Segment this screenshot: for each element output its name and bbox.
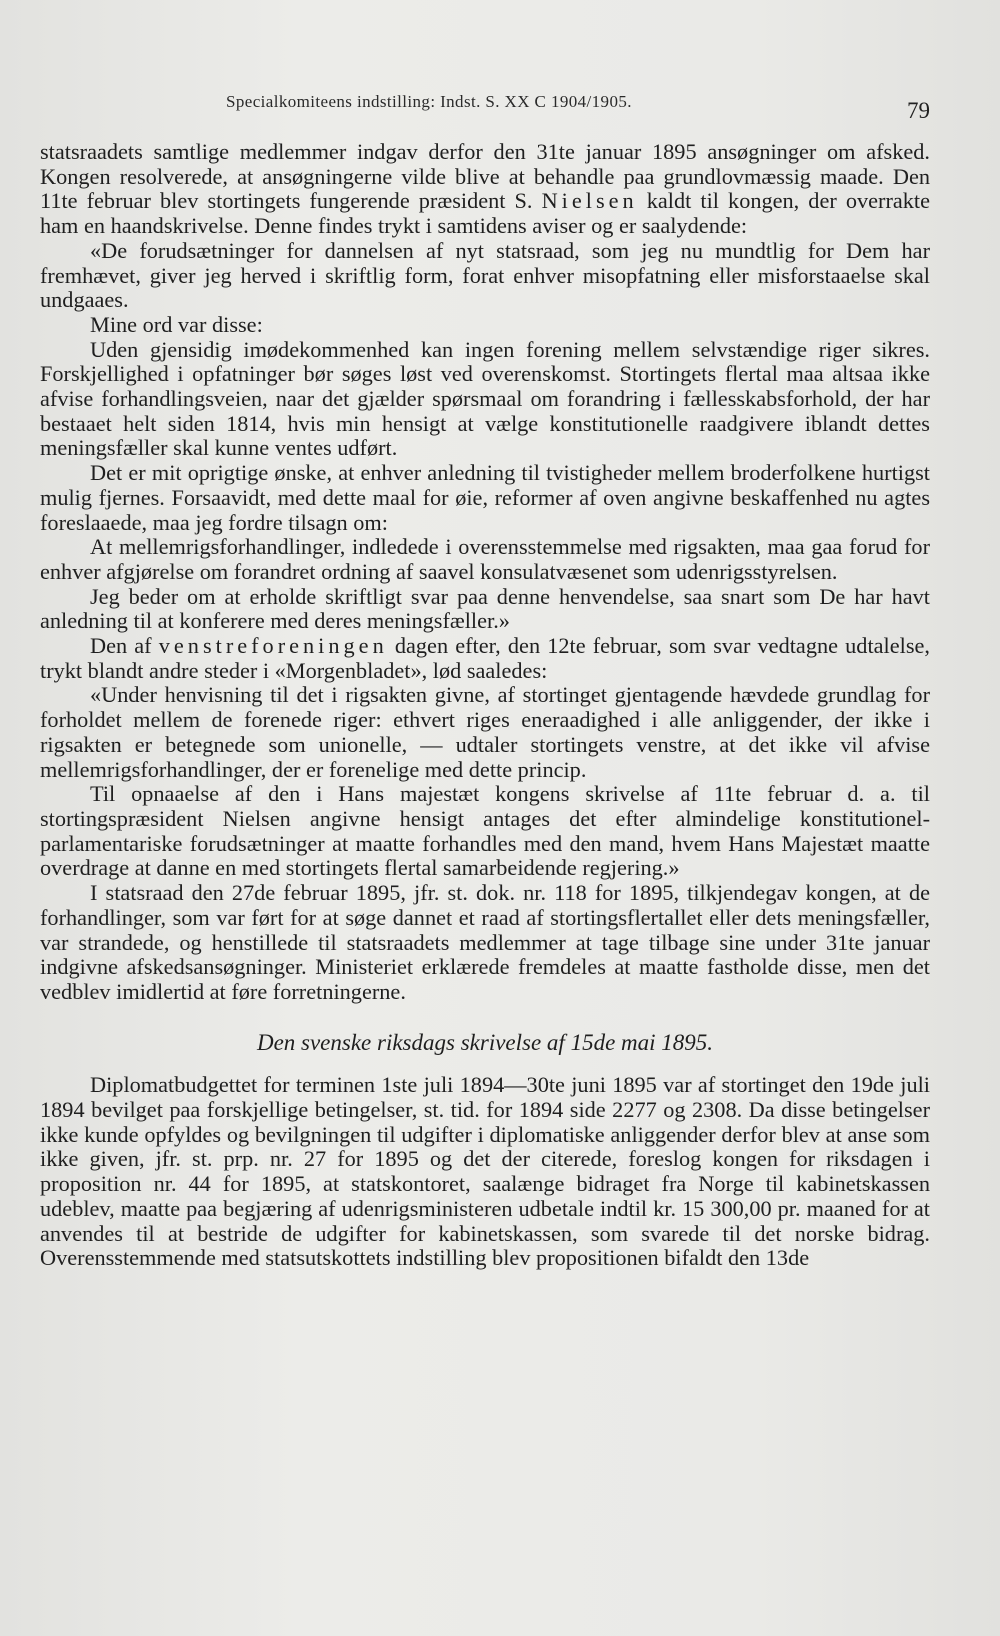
paragraph-4: Uden gjensidig imødekommenhed kan ingen forening mellem selvstændige riger sikres. Forskjellighed i opfatninger bør søges løst ved overenskomst. Stortingets flertal maa altsaa ikke afvise forhandlingsveien, naar det gjælder spørsmaal om forandring i fællesskabsforhold, der har bestaaet helt siden 1814, hvis min hensigt at vælge konstitutionelle raadgivere iblandt dettes meningsfæller skal kunne ventes udført. xyxy=(40,336,930,461)
paragraph-2: «De forudsætninger for dannelsen af nyt statsraad, som jeg nu mundtlig for Dem har fremhævet, giver jeg herved i skriftlig form, forat enhver misopfatning eller misforstaaelse skal undgaaes. xyxy=(40,237,930,313)
paragraph-3: Mine ord var disse: xyxy=(90,311,263,337)
body-text xyxy=(40,140,930,1510)
name-nielsen: Nielsen xyxy=(541,188,638,214)
paragraph-8: Den af venstreforeningen dagen efter, den 12te februar, som svar vedtagne udtalelse, trykt blandt andre steder i «Morgenbladet», lød saaledes: xyxy=(40,633,930,683)
paragraph-11: I statsraad den 27de februar 1895, jfr. st. dok. nr. 118 for 1895, tilkjendegav kongen, at de forhandlinger, som var ført for at søge dannet et raad af stortingsflertallet eller dets meningsfæller, var strandede, og henstillede til statsraadets medlemmer at tage tilbage sine under 31te januar indgivne afskedsansøgninger. Ministeriet erklærede fremdeles at maatte fastholde disse, men det vedblev imidlertid at føre forretningerne. xyxy=(40,880,930,1004)
paragraph-7: Jeg beder om at erholde skriftligt svar paa denne henvendelse, saa snart som De har havt anledning til at konferere med deres meningsfæller.» xyxy=(40,583,930,634)
paragraph-1: statsraadets samtlige medlemmer indgav derfor den 31te januar 1895 ansøgninger om afsked. Kongen resolverede, at ansøgningerne vilde blive at behandle paa grundlovmæssig maade. Den 11te februar blev stortingets fungerende præsident S. Nielsen kaldt til kongen, der overrakte ham en haandskrivelse. Denne findes trykt i samtidens aviser og er saalydende: xyxy=(40,140,930,239)
page-header xyxy=(226,92,930,128)
paragraph-9: «Under henvisning til det i rigsakten givne, af stortinget gjentagende hævdede grundlag for forholdet mellem de forenede riger: ethvert riges eneraadighed i alle anliggender, der ikke i rigsakten er betegnede som unionelle, — udtaler stortingets venstre, at det ikke vil afvise mellemrigsforhandlinger, der er forenelige med dette princip. xyxy=(40,682,930,782)
page-number: 79 xyxy=(907,98,930,123)
section-title: Den svenske riksdags skrivelse af 15de mai 1895. xyxy=(256,1029,714,1055)
running-head: Specialkomiteens indstilling: Indst. S. XX C 1904/1905. xyxy=(226,92,632,111)
paragraph-6: At mellemrigsforhandlinger, indledede i overensstemmelse med rigsakten, maa gaa forud for enhver afgjørelse om forandret ordning af saavel konsulatvæsenet som udenrigsstyrelsen. xyxy=(40,534,930,584)
paragraph-5: Det er mit oprigtige ønske, at enhver anledning til tvistigheder mellem broderfolkene hurtigst mulig fjernes. Forsaavidt, med dette maal for øie, reformer af oven angivne beskaffenhed nu agtes foreslaaede, maa jeg fordre tilsagn om: xyxy=(40,460,930,535)
paragraph-10: Til opnaaelse af den i Hans majestæt kongens skrivelse af 11te februar d. a. til stortingspræsident Nielsen angivne hensigt antages det efter almindelige konstitutionel-parlamentariske forudsætninger at maatte forhandles med den mand, hvem Hans Majestæt maatte overdrage at danne en med stortingets flertal samarbeidende regjering.» xyxy=(40,781,930,881)
name-venstreforeningen: venstreforeningen xyxy=(158,633,388,659)
paragraph-12: Diplomatbudgettet for terminen 1ste juli 1894—30te juni 1895 var af stortinget den 19de juli 1894 bevilget paa forskjellige betingelser, st. tid. for 1894 side 2277 og 2308. Da disse betingelser ikke kunde opfyldes og bevilgningen til udgifter i diplomatiske anliggender derfor blev at anse som ikke given, jfr. st. prp. nr. 27 for 1895 og det der citerede, foreslog kongen for riksdagen i proposition nr. 44 for 1895, at statskontoret, saalænge bidraget fra Norge til kabinetskassen udeblev, maatte paa begjæring af udenrigsministeren udbetale indtil kr. 15 300,00 pr. maaned for at anvendes til at bestride de udgifter for kabinetskassen, som svarede til det norske bidrag. Overensstemmende med statsutskottets indstilling blev propositionen bifaldt den 13de xyxy=(40,1072,930,1271)
